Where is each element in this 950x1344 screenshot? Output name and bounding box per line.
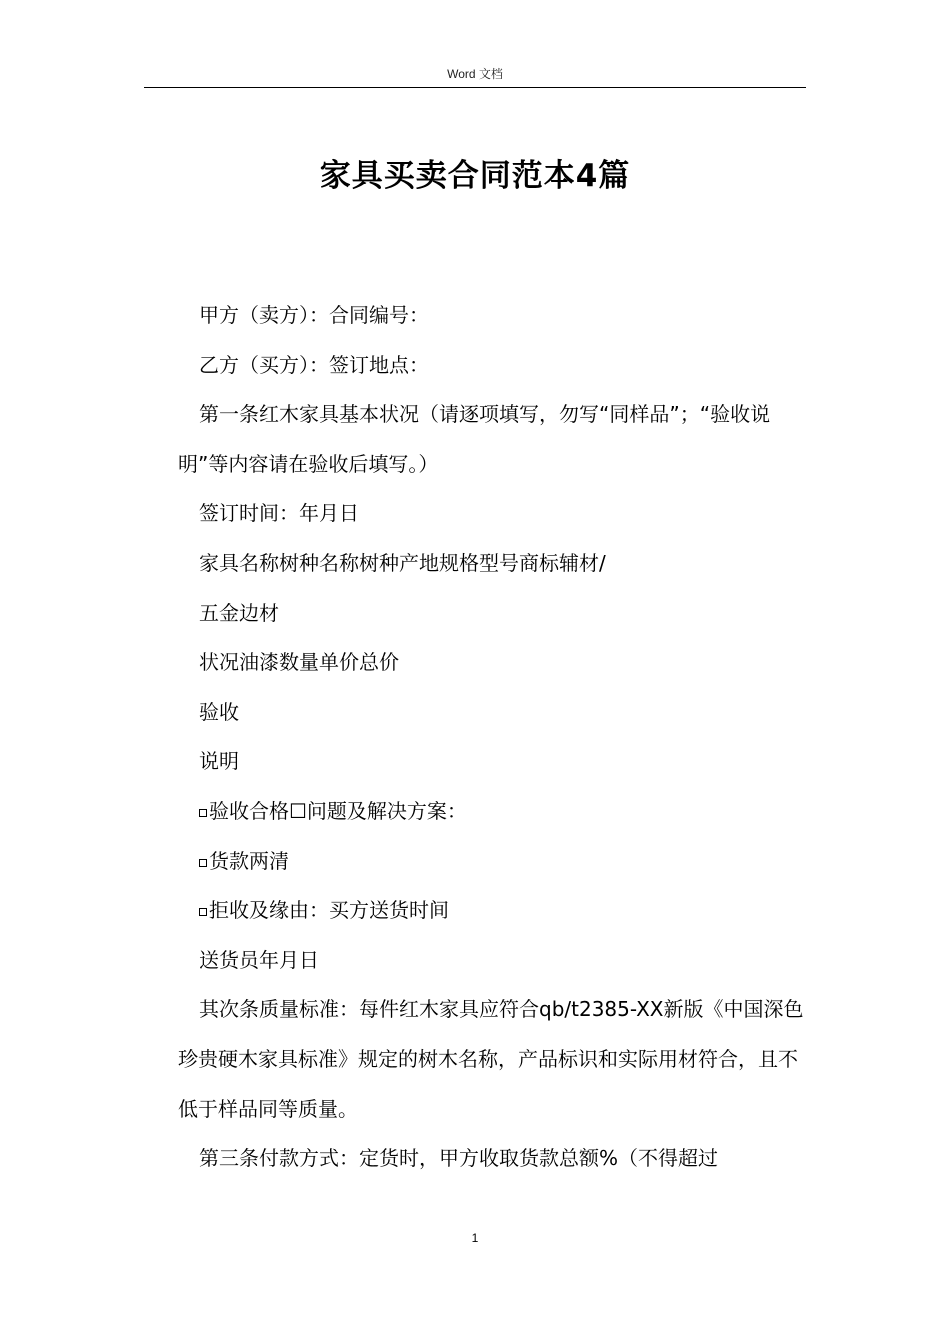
rejection-label: 拒收及缘由：买方送货时间 <box>209 898 449 923</box>
paragraph-article-1: 第一条红木家具基本状况（请逐项填写，勿写“同样品”；“验收说明”等内容请在验收后填写。） <box>178 402 771 476</box>
document-title: 家具买卖合同范本4篇 <box>319 158 631 194</box>
paragraph-inspection-pass <box>178 787 806 837</box>
paragraph-rejection <box>178 886 806 936</box>
paragraph-payment-cleared <box>178 837 806 887</box>
header-rule <box>144 87 806 88</box>
paragraph-article-2: 其次条质量标准：每件红木家具应符合qb/t2385-XX新版《中国深色珍贵硬木家具标准》规定的树木名称，产品标识和实际用材符合，且不低于样品同等质量。 <box>178 997 804 1121</box>
paragraph-article-3: 第三条付款方式：定货时，甲方收取货款总额%（不得超过 <box>199 1146 719 1171</box>
checkbox-icon <box>199 908 207 916</box>
checkbox-icon <box>199 859 207 867</box>
paragraph-condition-price: 状况油漆数量单价总价 <box>199 650 399 675</box>
page-number: 1 <box>471 1231 479 1245</box>
paragraph-party-a: 甲方（卖方）：合同编号： <box>199 303 429 327</box>
paragraph-explanation: 说明 <box>199 749 239 774</box>
paragraph-furniture-fields: 家具名称树种名称树种产地规格型号商标辅材/ <box>199 550 606 575</box>
page-header: Word 文档 <box>447 67 503 81</box>
paragraph-hardware: 五金边材 <box>199 600 279 625</box>
paragraph-inspection: 验收 <box>199 699 239 724</box>
payment-cleared-label: 货款两清 <box>209 848 289 873</box>
checkbox-icon <box>199 809 207 817</box>
paragraph-signing-date: 签订时间：年月日 <box>199 501 359 526</box>
paragraph-party-b: 乙方（买方）：签订地点： <box>199 352 429 377</box>
inspection-pass-label: 验收合格☐问题及解决方案： <box>209 798 467 823</box>
document-body <box>178 291 806 1184</box>
paragraph-delivery-person: 送货员年月日 <box>199 947 319 972</box>
